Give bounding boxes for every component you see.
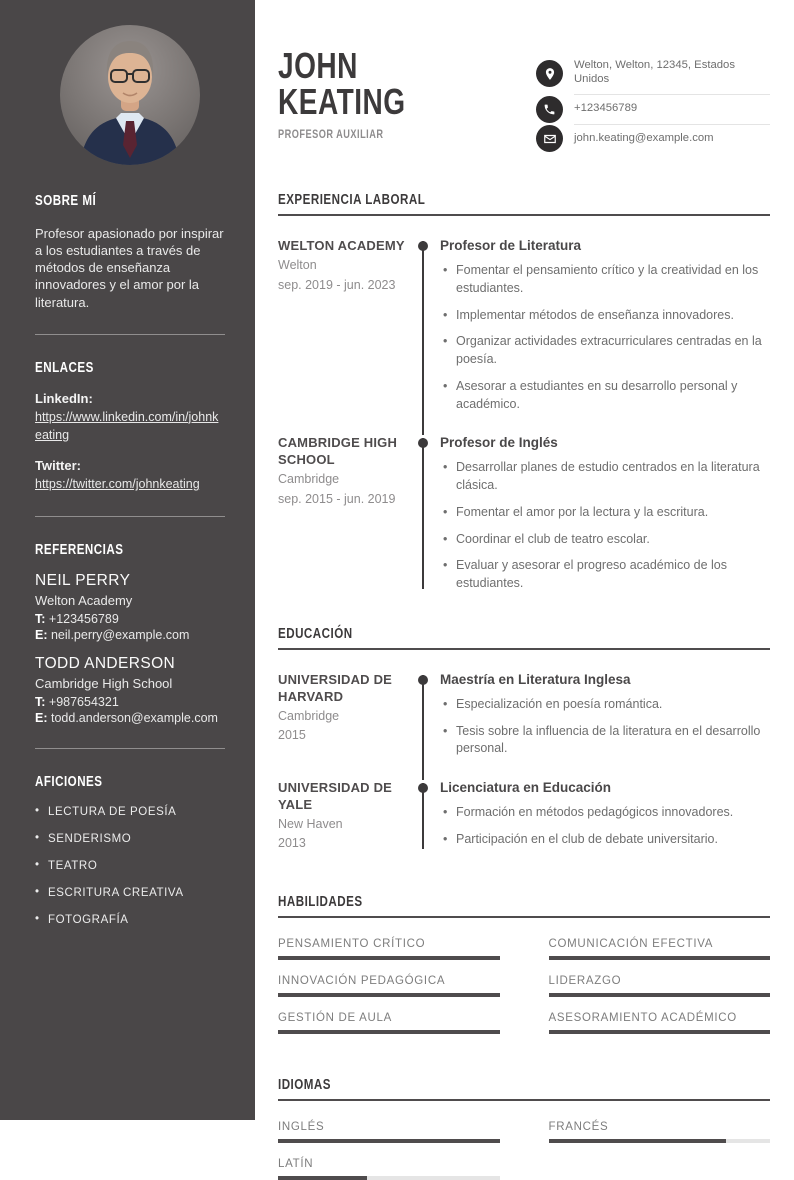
section-rule xyxy=(278,1099,770,1101)
bullet-item: • Especialización en poesía romántica. xyxy=(440,696,770,714)
company-dates: sep. 2015 - jun. 2019 xyxy=(278,491,396,506)
about-text: Profesor apasionado por inspirar a los estudiantes a través de métodos de enseñanza innovadores y el amor por la literatura. xyxy=(35,226,224,310)
links-section xyxy=(35,359,225,493)
contact-phone: +123456789 xyxy=(574,95,770,125)
degree-bullets xyxy=(440,696,770,758)
skill-bar-track xyxy=(278,1030,500,1034)
skills-heading: HABILIDADES xyxy=(278,893,363,910)
phone-icon xyxy=(536,96,563,123)
skill-bar-track xyxy=(278,993,500,997)
references-section xyxy=(35,541,225,725)
skill-label: INNOVACIÓN PEDAGÓGICA xyxy=(278,974,446,987)
education-entry xyxy=(278,758,770,853)
hobby-item: • TEATRO xyxy=(35,860,225,872)
header xyxy=(278,45,770,153)
reference-email xyxy=(35,628,225,642)
language-bar-fill xyxy=(278,1139,500,1143)
education-section xyxy=(278,625,770,853)
skill-item xyxy=(549,938,771,960)
bullet-item: • Organizar actividades extracurriculares centradas en la poesía. xyxy=(440,333,770,369)
contact-address: Welton, Welton, 12345, Estados Unidos xyxy=(574,52,770,95)
reference-name: TODD ANDERSON xyxy=(35,655,176,673)
email-icon xyxy=(536,125,563,152)
hobby-item: • ESCRITURA CREATIVA xyxy=(35,887,225,899)
reference-phone xyxy=(35,695,225,709)
experience-entry-details xyxy=(440,435,770,593)
company-dates: sep. 2019 - jun. 2023 xyxy=(278,277,396,292)
language-bar-track xyxy=(278,1139,500,1143)
bullet-item: • Tesis sobre la influencia de la literatura en el desarrollo personal. xyxy=(440,723,770,759)
hobby-list xyxy=(35,806,225,926)
location-pin-icon xyxy=(536,60,563,87)
skill-bar-fill xyxy=(278,1030,500,1034)
skill-bar-fill xyxy=(549,993,771,997)
skill-bar-track xyxy=(278,956,500,960)
skill-label: COMUNICACIÓN EFECTIVA xyxy=(548,937,714,950)
bullet-item: • Fomentar el amor por la lectura y la escritura. xyxy=(440,504,770,522)
skill-bar-track xyxy=(549,956,771,960)
skill-label: PENSAMIENTO CRÍTICO xyxy=(278,937,426,950)
company-location: Welton xyxy=(278,258,317,273)
bullet-item: • Participación en el club de debate universitario. xyxy=(440,831,770,849)
experience-entry-left xyxy=(278,435,406,593)
education-entry-left xyxy=(278,672,406,758)
bullet-item: • Fomentar el pensamiento crítico y la creatividad en los estudiantes. xyxy=(440,262,770,298)
experience-section xyxy=(278,191,770,593)
education-entry xyxy=(278,650,770,758)
linkedin-label: LinkedIn: xyxy=(35,390,93,406)
language-label: FRANCÉS xyxy=(548,1120,609,1133)
reference-email xyxy=(35,711,225,725)
bullet-item: • Desarrollar planes de estudio centrados en la literatura clásica. xyxy=(440,459,770,495)
skill-bar-fill xyxy=(278,956,500,960)
reference-org: Cambridge High School xyxy=(35,676,173,692)
language-bar-fill xyxy=(549,1139,726,1143)
education-entry-details xyxy=(440,672,770,758)
skill-bar-fill xyxy=(278,993,500,997)
contact-list xyxy=(536,52,770,153)
skill-item xyxy=(278,938,500,960)
skill-bar-fill xyxy=(549,956,771,960)
name-block xyxy=(278,45,442,141)
language-item xyxy=(278,1121,500,1143)
school-dates: 2013 xyxy=(278,836,306,851)
email-label: E: xyxy=(35,711,48,726)
contact-row-address xyxy=(536,52,770,95)
email-value: neil.perry@example.com xyxy=(50,628,190,643)
profile-photo-wrap xyxy=(35,0,225,165)
profile-photo xyxy=(60,25,200,165)
timeline xyxy=(406,780,440,853)
phone-value: +987654321 xyxy=(48,695,119,710)
education-heading: EDUCACIÓN xyxy=(278,625,353,642)
twitter-label: Twitter: xyxy=(35,458,81,474)
contact-row-email xyxy=(536,125,770,154)
school-name: UNIVERSIDAD DE YALE xyxy=(278,780,393,813)
bullet-item: • Evaluar y asesorar el progreso académico de los estudiantes. xyxy=(440,557,770,593)
skill-label: LIDERAZGO xyxy=(548,974,622,987)
languages-heading: IDIOMAS xyxy=(278,1076,331,1093)
experience-entry xyxy=(278,413,770,593)
hobby-item: • SENDERISMO xyxy=(35,833,225,845)
timeline xyxy=(406,435,440,593)
languages-section xyxy=(278,1076,770,1180)
skill-item xyxy=(278,1012,500,1034)
education-entry-details xyxy=(440,780,770,853)
timeline xyxy=(406,672,440,758)
language-item xyxy=(278,1158,500,1180)
skill-label: ASESORAMIENTO ACADÉMICO xyxy=(548,1011,737,1024)
skill-label: GESTIÓN DE AULA xyxy=(278,1011,393,1024)
school-location: New Haven xyxy=(278,816,343,831)
degree-title: Maestría en Literatura Inglesa xyxy=(440,671,631,687)
first-name: JOHN xyxy=(278,45,358,86)
links-heading: ENLACES xyxy=(35,359,94,376)
hobby-item: • LECTURA DE POESÍA xyxy=(35,806,225,818)
reference-item xyxy=(35,655,225,725)
role-bullets xyxy=(440,459,770,593)
language-label: INGLÉS xyxy=(278,1120,325,1133)
contact-email: john.keating@example.com xyxy=(574,131,714,144)
last-name: KEATING xyxy=(278,81,406,122)
language-bar-track xyxy=(549,1139,771,1143)
school-location: Cambridge xyxy=(278,708,340,723)
degree-bullets xyxy=(440,804,770,849)
languages-grid xyxy=(278,1121,770,1180)
linkedin-link[interactable]: https://www.linkedin.com/in/johnkeating xyxy=(35,409,219,442)
skill-bar-track xyxy=(549,993,771,997)
contact-row-phone xyxy=(536,95,770,125)
education-entry-left xyxy=(278,780,406,853)
timeline-line xyxy=(422,783,424,849)
skill-item xyxy=(549,975,771,997)
email-value: todd.anderson@example.com xyxy=(50,711,218,726)
hobbies-heading: AFICIONES xyxy=(35,774,103,791)
skills-grid xyxy=(278,938,770,1034)
phone-label: T: xyxy=(35,695,46,710)
reference-phone xyxy=(35,612,225,626)
section-rule xyxy=(278,916,770,918)
reference-name: NEIL PERRY xyxy=(35,572,131,590)
timeline-line xyxy=(422,241,424,435)
hobbies-section xyxy=(35,773,225,926)
sidebar-divider xyxy=(35,748,225,749)
portrait-illustration xyxy=(60,25,200,165)
timeline xyxy=(406,238,440,413)
role-title: Profesor de Literatura xyxy=(440,238,582,254)
skill-item xyxy=(549,1012,771,1034)
bullet-item: • Coordinar el club de teatro escolar. xyxy=(440,531,770,549)
experience-heading: EXPERIENCIA LABORAL xyxy=(278,192,426,209)
link-item-twitter xyxy=(35,458,225,493)
language-bar-fill xyxy=(278,1176,367,1180)
reference-item xyxy=(35,572,225,642)
bullet-item: • Implementar métodos de enseñanza innovadores. xyxy=(440,307,770,325)
company-name: WELTON ACADEMY xyxy=(278,238,405,254)
role-bullets xyxy=(440,262,770,413)
hobby-item: • FOTOGRAFÍA xyxy=(35,914,225,926)
degree-title: Licenciatura en Educación xyxy=(440,780,612,796)
sidebar xyxy=(0,0,255,1120)
about-section xyxy=(35,192,225,311)
timeline-line xyxy=(422,438,424,589)
twitter-link[interactable]: https://twitter.com/johnkeating xyxy=(35,477,200,492)
email-label: E: xyxy=(35,628,48,643)
experience-entry xyxy=(278,216,770,413)
job-title: PROFESOR AUXILIAR xyxy=(278,129,384,141)
main-content xyxy=(255,0,794,1170)
bullet-item: • Formación en métodos pedagógicos innovadores. xyxy=(440,804,770,822)
role-title: Profesor de Inglés xyxy=(440,435,558,451)
skill-bar-track xyxy=(549,1030,771,1034)
timeline-line xyxy=(422,675,424,780)
sidebar-divider xyxy=(35,516,225,517)
references-heading: REFERENCIAS xyxy=(35,542,124,559)
bullet-item: • Asesorar a estudiantes en su desarrollo personal y académico. xyxy=(440,378,770,414)
school-dates: 2015 xyxy=(278,728,306,743)
company-name: CAMBRIDGE HIGH SCHOOL xyxy=(278,435,398,468)
language-bar-track xyxy=(278,1176,500,1180)
reference-org: Welton Academy xyxy=(35,593,133,609)
link-item-linkedin xyxy=(35,391,225,444)
company-location: Cambridge xyxy=(278,472,340,487)
school-name: UNIVERSIDAD DE HARVARD xyxy=(278,671,393,704)
skill-bar-fill xyxy=(549,1030,771,1034)
phone-label: T: xyxy=(35,612,46,627)
phone-value: +123456789 xyxy=(48,612,119,627)
experience-entry-left xyxy=(278,238,406,413)
skill-item xyxy=(278,975,500,997)
about-heading: SOBRE MÍ xyxy=(35,193,97,209)
sidebar-divider xyxy=(35,334,225,335)
language-label: LATÍN xyxy=(278,1157,314,1170)
experience-entry-details xyxy=(440,238,770,413)
language-item xyxy=(549,1121,771,1143)
skills-section xyxy=(278,893,770,1034)
